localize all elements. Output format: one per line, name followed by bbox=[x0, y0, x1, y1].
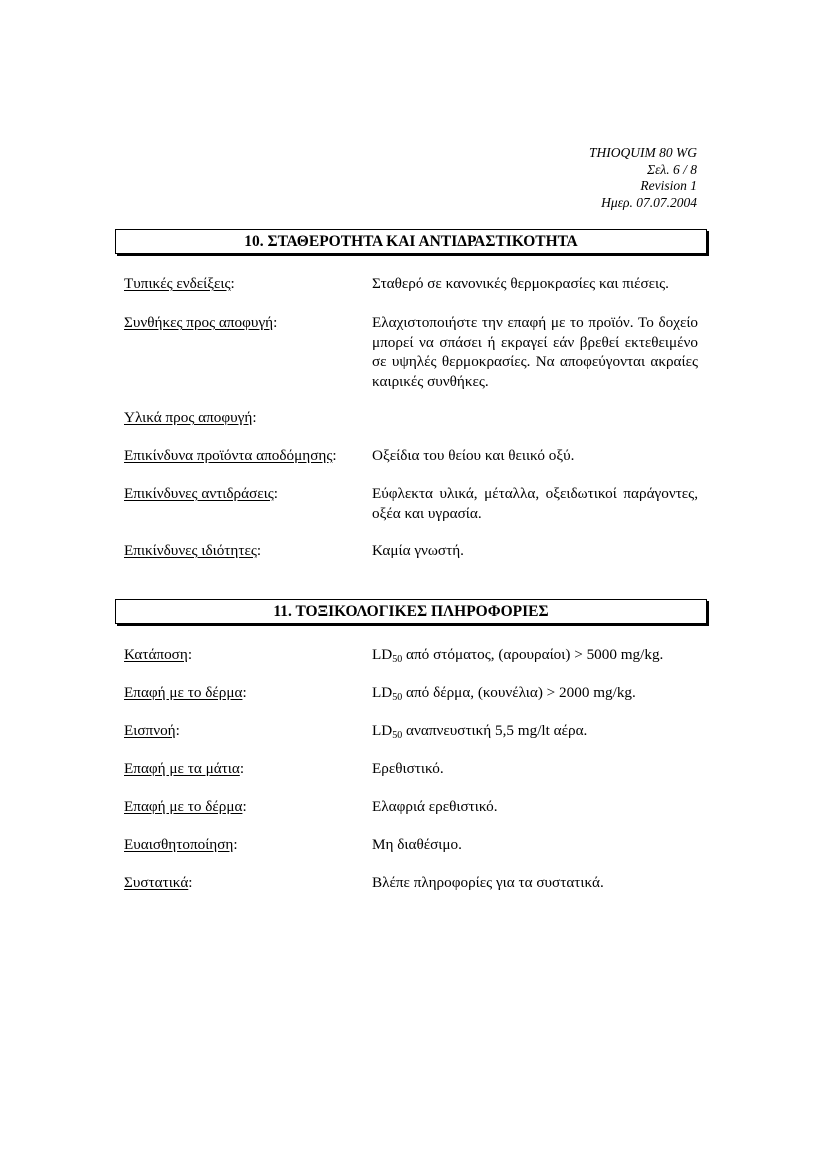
row-value: Εύφλεκτα υλικά, μέταλλα, οξειδωτικοί παράγοντες, οξέα και υγρασία. bbox=[372, 485, 698, 522]
row-label: Επικίνδυνες αντιδράσεις bbox=[124, 485, 274, 502]
row-value bbox=[372, 683, 698, 703]
product-name: THIOQUIM 80 WG bbox=[589, 145, 697, 160]
row-label: Κατάποση bbox=[124, 646, 188, 663]
row-value: Ερεθιστικό. bbox=[372, 760, 444, 777]
revision: Revision 1 bbox=[640, 178, 697, 193]
ld-subscript: 50 bbox=[392, 654, 403, 665]
row-label: Επαφή με τα μάτια bbox=[124, 760, 240, 777]
row-value: Μη διαθέσιμο. bbox=[372, 836, 462, 853]
row-label: Υλικά προς αποφυγή bbox=[124, 409, 253, 426]
ld-prefix: LD bbox=[372, 646, 393, 663]
row-value: Βλέπε πληροφορίες για τα συστατικά. bbox=[372, 874, 604, 891]
row-label: Συνθήκες προς αποφυγή bbox=[124, 314, 274, 331]
ld-prefix: LD bbox=[372, 684, 393, 701]
row-label: Επικίνδυνα προϊόντα αποδόμησης bbox=[124, 447, 333, 464]
row-value: Οξείδια του θείου και θειικό οξύ. bbox=[372, 447, 575, 464]
row-value bbox=[372, 721, 698, 741]
row-label: Επαφή με το δέρμα bbox=[124, 684, 243, 701]
section-11-title: 11. ΤΟΞΙΚΟΛΟΓΙΚΕΣ ΠΛΗΡΟΦΟΡΙΕΣ bbox=[115, 599, 707, 624]
row-value: Ελαχιστοποιήστε την επαφή με το προϊόν. Το δοχείο μπορεί να σπάσει ή εκραγεί εάν βρεθεί εκτεθειμένο σε υψηλές θερμοκρασίες. Να αποφεύγονται ακραίες καιρικές συνθήκες. bbox=[372, 314, 698, 390]
row-value-text: αναπνευστική 5,5 mg/lt αέρα. bbox=[402, 722, 588, 739]
row-label: Επικίνδυνες ιδιότητες bbox=[124, 542, 257, 559]
ld-subscript: 50 bbox=[392, 692, 403, 703]
page-number: Σελ. 6 / 8 bbox=[647, 161, 697, 177]
revision-date: Ημερ. 07.07.2004 bbox=[601, 194, 697, 210]
ld-subscript: 50 bbox=[392, 730, 403, 741]
document-header bbox=[589, 145, 697, 211]
row-label: Τυπικές ενδείξεις bbox=[124, 275, 231, 292]
row-label: Ευαισθητοποίηση bbox=[124, 836, 234, 853]
row-label: Εισπνοή bbox=[124, 722, 176, 739]
row-value-text: από στόματος, (αρουραίοι) > 5000 mg/kg. bbox=[402, 646, 664, 663]
row-value: Ελαφριά ερεθιστικό. bbox=[372, 798, 498, 815]
row-value-text: από δέρμα, (κουνέλια) > 2000 mg/kg. bbox=[402, 684, 636, 701]
section-10-title: 10. ΣΤΑΘΕΡΟΤΗΤΑ ΚΑΙ ΑΝΤΙΔΡΑΣΤΙΚΟΤΗΤΑ bbox=[115, 229, 707, 254]
row-value bbox=[372, 645, 698, 665]
row-value: Καμία γνωστή. bbox=[372, 542, 464, 559]
row-label: Επαφή με το δέρμα bbox=[124, 798, 243, 815]
ld-prefix: LD bbox=[372, 722, 393, 739]
row-value: Σταθερό σε κανονικές θερμοκρασίες και πιέσεις. bbox=[372, 275, 669, 292]
row-label: Συστατικά bbox=[124, 874, 189, 891]
